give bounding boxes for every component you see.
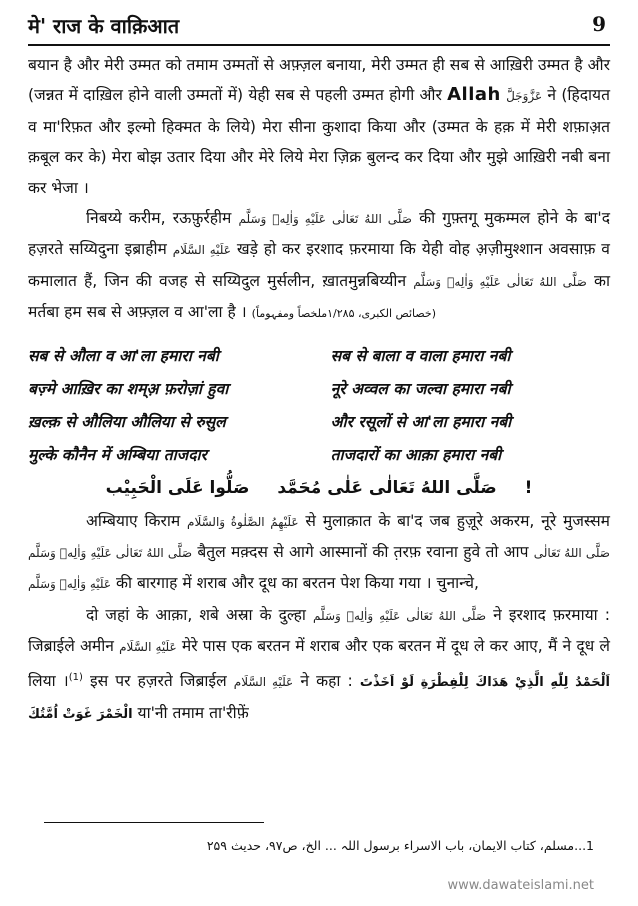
running-title: मे' राज के वाक़िआत <box>28 14 180 38</box>
paragraph-text: अम्बियाए किराम <box>86 511 188 530</box>
citation: (خصائص الکبری، ۱/۲۸۵ملخصاً ومفہوماً) <box>251 307 437 321</box>
paragraph-text: से मुलाक़ात के बा'द जब हुज़ूरे अकरम, नूरे मुजस्सम <box>298 511 610 530</box>
footnote-divider <box>44 822 264 823</box>
alaihissalam-honorific: عَلَيْهِ السَّلَام <box>233 674 294 689</box>
paragraph-text: इस पर हज़रते जिब्राईल <box>82 671 234 690</box>
page-number: 9 <box>592 12 606 36</box>
paragraph-2 <box>28 203 610 330</box>
paragraph-text: की बारगाह में शराब और दूध का बरतन पेश किया गया । चुनान्चे, <box>111 574 479 593</box>
paragraph-text: की गुफ़्तगू मुकम्मल होने के बा'द हज़रते सय्यिदुना इब्राहीम <box>28 209 610 259</box>
paragraph-text: का मर्तबा हम सब से अफ़्ज़ल व आ'ला है । <box>28 271 610 322</box>
poem-block <box>28 340 610 504</box>
paragraph-text: ने कहा : <box>293 671 360 690</box>
salawat-call: صَلُّوا عَلَى الْحَبِيْب ! <box>105 477 533 498</box>
poem-line-left: ख़ल्क़ से औलिया औलिया से रुसुल <box>28 412 226 431</box>
page-body <box>28 50 610 731</box>
paragraph-text: मेरे पास एक बरतन में शराब और एक बरतन में दूध ले कर आए, मैं ने दूध ले लिया । <box>28 637 610 690</box>
salawat-honorific: صَلَّى اللهُ تَعَالٰى عَلَيْهِ وَاٰلِهٖ وَسَلَّم <box>313 608 487 623</box>
poem-couplet <box>28 373 610 406</box>
paragraph-text: दो जहां के आक़ा, शबे अस्रा के दुल्हा <box>86 605 314 624</box>
paragraph-text: निबय्ये करीम, रऊफ़ुर्रहीम <box>86 209 239 228</box>
poem-line-left: मुल्के कौनैन में अम्बिया ताजदार <box>28 445 207 464</box>
paragraph-text: बैतुल मक़्दस से आगे आस्मानों की त़रफ़ रवाना हुवे तो आप <box>192 543 534 562</box>
salawat-honorific: صَلَّى اللهُ تَعَالٰى عَلَيْهِ وَاٰلِهٖ وَسَلَّم <box>238 212 412 227</box>
salawat-honorific: صَلَّى اللهُ تَعَالٰى عَلَيْهِ وَاٰلِهٖ وَسَلَّم <box>28 546 193 561</box>
paragraph-4 <box>28 600 610 731</box>
allah-calligraphy: Allah <box>447 84 501 106</box>
footnote-reference: (1) <box>68 671 83 683</box>
azza-wajal-honorific: عَزَّوَجَلَّ <box>506 89 543 104</box>
poem-couplet <box>28 340 610 373</box>
footnote: 1...مسلم، کتاب الایمان، باب الاسراء برسول اللہ ... الخ، ص۹۷، حدیث ۲۵۹ <box>206 838 594 853</box>
salawat-invocation <box>28 472 610 504</box>
header-divider <box>28 44 610 46</box>
paragraph-text: ने इरशाद फ़रमाया : जिब्राईले अमीन <box>28 605 610 656</box>
poem-line-left: बज़्मे आख़िर का शम्अ़ फ़रोज़ां हुवा <box>28 379 229 398</box>
salawat-response: صَلَّى اللهُ تَعَالٰى عَلٰى مُحَمَّد <box>277 477 497 498</box>
poem-couplet <box>28 439 610 472</box>
arabic-quote: اَلْحَمْدُ لِلّٰهِ الَّذِيْ هَدَاكَ لِلْفِطْرَةِ لَوْ اَخَذْتَ الْخَمْرَ غَوَتْ اُمَّتُكَ <box>28 674 611 723</box>
poem-line-left: सब से औला व आ'ला हमारा नबी <box>28 346 219 365</box>
alaihimus-salam-honorific: عَلَيْهِمُ الصَّلٰوةُ وَالسَّلَام <box>187 514 299 529</box>
paragraph-3 <box>28 506 610 600</box>
salawat-honorific: صَلَّى اللهُ تَعَالٰى عَلَيْهِ وَاٰلِهٖ وَسَلَّم <box>413 274 587 289</box>
page-header <box>28 10 610 42</box>
paragraph-text: या'नी तमाम ता'रीफ़ें <box>132 704 249 723</box>
poem-line-right: नूरे अव्वल का जल्वा हमारा नबी <box>330 379 511 398</box>
alaihissalam-honorific: عَلَيْهِ السَّلَام <box>119 640 177 655</box>
paragraph-text: बयान है और मेरी उम्मत को तमाम उम्मतों से अफ़्ज़ल बनाया, मेरी उम्मत ही सब से आख़िरी उम्मत है और (जन्नत में दाख़िल होने वाली उम्मतों में) येही सब से पहली उम्मत होगी और <box>28 56 610 105</box>
paragraph-1 <box>28 50 610 203</box>
paragraph-text: ने (हिदायत व मा'रिफ़त और इल्मो हिक्मत के लिये) मेरा सीना कुशादा किया और (उम्मत के हक़ में मेरी शफ़ाअ़त क़बूल कर के) मेरा बोझ उतार दिया और मेरे लिये मेरा ज़िक्र बुलन्द कर दिया और मुझे आख़िरी नबी बना कर भेजा । <box>28 86 610 197</box>
poem-line-right: ताजदारों का आक़ा हमारा नबी <box>330 445 502 464</box>
website-url: www.dawateislami.net <box>447 878 594 893</box>
poem-couplet <box>28 406 610 439</box>
paragraph-text: खड़े हो कर इरशाद फ़रमाया कि येही वोह अ़ज़ीमुश्शान अवसाफ़ व कमालात हैं, जिन की वजह से सय्यिदुल मुर्सलीन, ख़ातमुन्नबिय्यीन <box>28 240 610 290</box>
poem-line-right: और रसूलों से आ'ला हमारा नबी <box>330 412 512 431</box>
poem-line-right: सब से बाला व वाला हमारा नबी <box>330 346 511 365</box>
salawat-honorific: صَلَّى اللهُ تَعَالٰى عَلَيْهِ وَاٰلِهٖ وَسَلَّم <box>28 546 610 592</box>
alaihissalam-honorific: عَلَيْهِ السَّلَام <box>172 243 231 258</box>
